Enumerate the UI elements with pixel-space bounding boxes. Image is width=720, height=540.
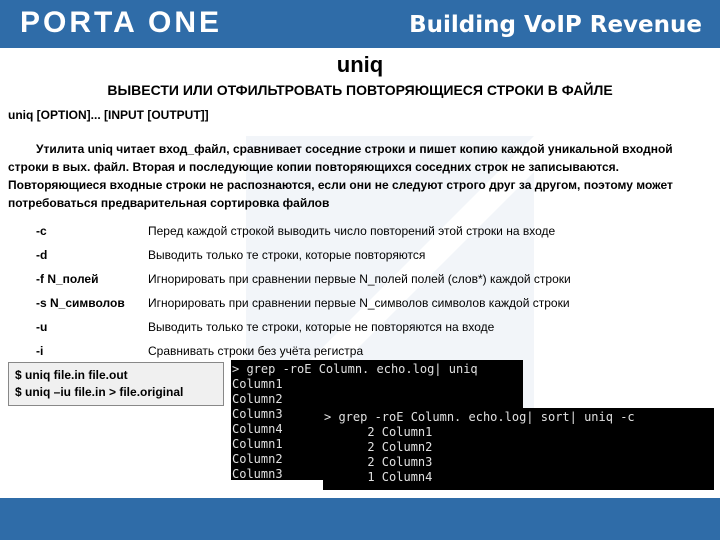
option-text: Выводить только те строки, которые повторяются <box>148 248 426 262</box>
porta-one-logo: PORTA ONE <box>20 6 223 39</box>
option-text: Выводить только те строки, которые не повторяются на входе <box>148 320 495 334</box>
terminal-line: > grep -roE Column. echo.log| sort| uniq -c <box>324 410 635 424</box>
option-key: -d <box>36 248 48 262</box>
option-key: -u <box>36 320 48 334</box>
terminal-line: Column1 <box>232 437 283 451</box>
header-bar <box>0 0 720 48</box>
tagline: Building VoIP Revenue <box>409 12 702 38</box>
terminal-line: Column3 <box>232 407 283 421</box>
option-key: -s N_символов <box>36 296 125 310</box>
terminal-line: 2 Column2 <box>324 440 433 454</box>
terminal-line: Column2 <box>232 392 283 406</box>
footer-bar <box>0 498 720 540</box>
option-key: -c <box>36 224 47 238</box>
terminal-line: Column3 <box>232 467 283 481</box>
terminal-line: Column2 <box>232 452 283 466</box>
option-text: Перед каждой строкой выводить число повторений этой строки на входе <box>148 224 556 238</box>
terminal-line: Column1 <box>232 377 283 391</box>
example-command: $ uniq –iu file.in > file.original <box>15 385 184 399</box>
terminal-line: 2 Column3 <box>324 455 433 469</box>
terminal-line: Column4 <box>232 422 283 436</box>
slide-subtitle: ВЫВЕСТИ ИЛИ ОТФИЛЬТРОВАТЬ ПОВТОРЯЮЩИЕСЯ СТРОКИ В ФАЙЛЕ <box>107 82 613 98</box>
command-syntax: uniq [OPTION]... [INPUT [OUTPUT]] <box>8 108 209 122</box>
command-description: Утилита uniq читает вход_файл, сравнивает соседние строки и пишет копию каждой уникальной входной строки в вых. файл. Вторая и последующие копии повторяющихся соседних строк не записываются. Повторяющиеся входные строки не распознаются, если они не следуют строго друг за другом, поэтому может потребоваться предварительная сортировка файлов <box>8 142 673 210</box>
terminal-line: 2 Column1 <box>324 425 433 439</box>
example-command: $ uniq file.in file.out <box>15 368 128 382</box>
option-text: Сравнивать строки без учёта регистра <box>148 344 364 358</box>
option-key: -i <box>36 344 44 358</box>
slide-title: uniq <box>336 52 384 77</box>
terminal-line: > grep -roE Column. echo.log| uniq <box>232 362 478 376</box>
examples-box <box>8 362 224 406</box>
option-text: Игнорировать при сравнении первые N_символов символов каждой строки <box>148 296 570 310</box>
terminal-output-sort-uniq <box>323 408 714 490</box>
option-text: Игнорировать при сравнении первые N_полей полей (слов*) каждой строки <box>148 272 571 286</box>
terminal-line: 1 Column4 <box>324 470 433 484</box>
option-key: -f N_полей <box>36 272 99 286</box>
